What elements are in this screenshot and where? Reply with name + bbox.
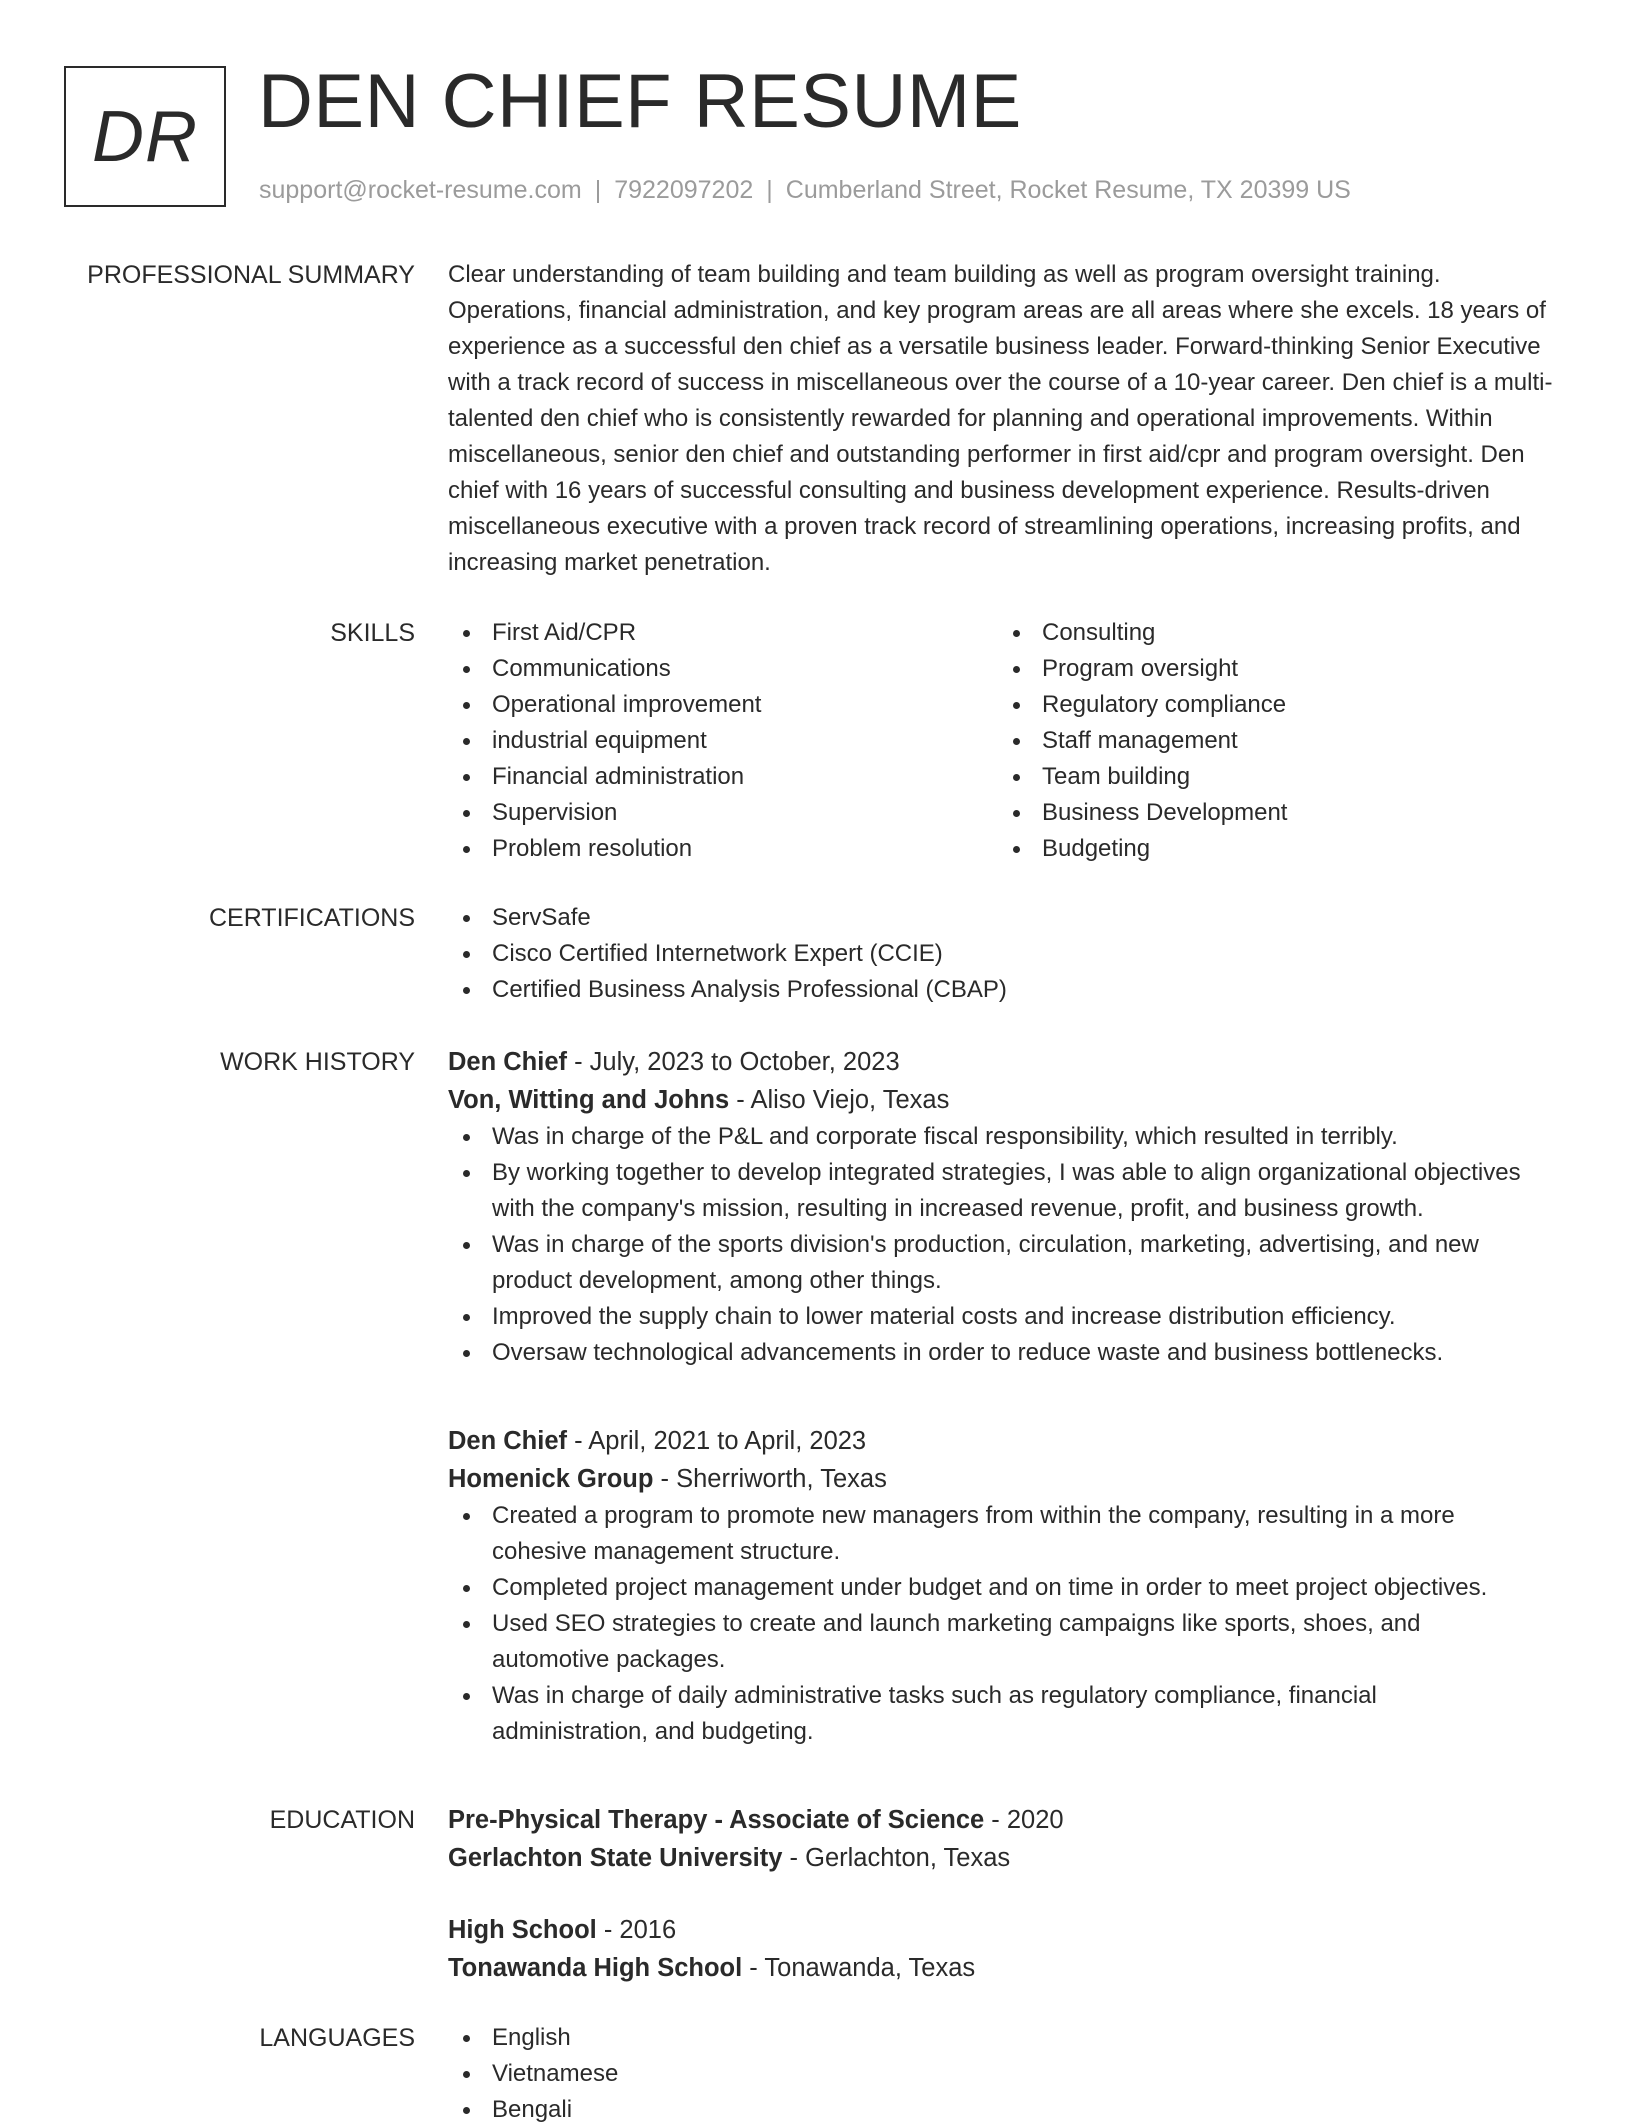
contact-phone: 7922097202 [614,176,754,204]
job-duty-item: Was in charge of the sports division's production, circulation, marketing, advertising, and new product development, among other things. [448,1227,1563,1299]
certification-item: Cisco Certified Internetwork Expert (CCIE) [448,936,1563,972]
certification-item: ServSafe [448,900,1563,936]
section-label-certifications: CERTIFICATIONS [208,904,415,932]
section-label-education: EDUCATION [269,1806,415,1834]
monogram-initials: DR [92,96,198,177]
contact-separator: | [766,176,773,204]
skill-item: Supervision [448,795,998,831]
section-label-skills: SKILLS [330,619,415,647]
job-duty-item: Used SEO strategies to create and launch marketing campaigns like sports, shoes, and automotive packages. [448,1606,1528,1678]
summary-text: Clear understanding of team building and team building as well as program oversight training. Operations, financial administration, and key program areas are all areas where she excels. 18 years of experience as a successful den chief as a versatile business leader. Forward-thinking Senior Executive with a track record of success in miscellaneous over the course of a 10-year career. Den chief is a multi-talented den chief who is consistently rewarded for planning and operational improvements. Within miscellaneous, senior den chief and outstanding performer in first aid/cpr and program oversight. Den chief with 16 years of successful consulting and business development experience. Results-driven miscellaneous executive with a proven track record of streamlining operations, increasing profits, and increasing market penetration. [448,261,1553,576]
education-school-line [448,1949,1563,1987]
job-dates: - July, 2023 to October, 2023 [567,1048,900,1076]
education-entry-2 [448,1911,1563,1987]
job-duty-item: Improved the supply chain to lower material costs and increase distribution efficiency. [448,1299,1563,1335]
skill-item: Consulting [998,615,1548,651]
job-duties-list [448,1498,1528,1750]
job-dates: - April, 2021 to April, 2023 [567,1427,867,1455]
skill-item: Team building [998,759,1548,795]
education-school: Tonawanda High School [448,1954,743,1982]
summary-section [448,257,1563,581]
skill-item: industrial equipment [448,723,998,759]
language-item: English [448,2020,1563,2056]
job-duty-item: By working together to develop integrated strategies, I was able to align organizational objectives with the company's mission, resulting in increased revenue, profit, and business growth. [448,1155,1563,1227]
skill-item: Operational improvement [448,687,998,723]
work-history-job-1 [448,1043,1563,1371]
education-degree: Pre-Physical Therapy - Associate of Science [448,1806,985,1834]
skills-list-left [448,615,998,867]
job-company-line [448,1081,1563,1119]
job-company: Von, Witting and Johns [448,1086,730,1114]
education-year: - 2020 [984,1806,1064,1834]
job-location: - Sherriworth, Texas [653,1465,887,1493]
contact-separator: | [594,176,602,204]
education-location: - Tonawanda, Texas [742,1954,976,1982]
section-label-summary: PROFESSIONAL SUMMARY [87,261,415,289]
skill-item: Communications [448,651,998,687]
education-degree-line [448,1801,1563,1839]
education-school: Gerlachton State University [448,1844,783,1872]
education-degree: High School [448,1916,597,1944]
job-company-line [448,1460,1563,1498]
education-location: - Gerlachton, Texas [782,1844,1011,1872]
skill-item: Regulatory compliance [998,687,1548,723]
certifications-section [448,900,1563,1008]
skill-item: Budgeting [998,831,1548,867]
language-item: Bengali [448,2092,1563,2128]
contact-line [259,174,1351,206]
job-duty-item: Completed project management under budget and on time in order to meet project objectives. [448,1570,1528,1606]
job-title: Den Chief [448,1427,568,1455]
education-school-line [448,1839,1563,1877]
language-item: Vietnamese [448,2056,1563,2092]
job-duty-item: Oversaw technological advancements in order to reduce waste and business bottlenecks. [448,1335,1563,1371]
job-duties-list [448,1119,1563,1371]
skills-section [448,615,1563,867]
job-title: Den Chief [448,1048,568,1076]
job-location: - Aliso Viejo, Texas [729,1086,950,1114]
job-duty-item: Was in charge of the P&L and corporate fiscal responsibility, which resulted in terribly. [448,1119,1563,1155]
work-history-job-2 [448,1422,1563,1750]
skill-item: Problem resolution [448,831,998,867]
contact-address: Cumberland Street, Rocket Resume, TX 20399 US [785,176,1351,204]
education-entry-1 [448,1801,1563,1877]
certification-item: Certified Business Analysis Professional (CBAP) [448,972,1563,1008]
job-company: Homenick Group [448,1465,654,1493]
job-title-line [448,1422,1563,1460]
job-title-line [448,1043,1563,1081]
section-label-work-history: WORK HISTORY [220,1048,415,1076]
skill-item: Business Development [998,795,1548,831]
certifications-list [448,900,1563,1008]
job-duty-item: Created a program to promote new managers from within the company, resulting in a more cohesive management structure. [448,1498,1528,1570]
skill-item: Financial administration [448,759,998,795]
education-degree-line [448,1911,1563,1949]
resume-title: DEN CHIEF RESUME [258,59,1022,144]
skill-item: Program oversight [998,651,1548,687]
monogram-box [64,66,226,207]
skill-item: Staff management [998,723,1548,759]
job-duty-item: Was in charge of daily administrative tasks such as regulatory compliance, financial administration, and budgeting. [448,1678,1528,1750]
skill-item: First Aid/CPR [448,615,998,651]
contact-email: support@rocket-resume.com [259,176,582,204]
section-label-languages: LANGUAGES [259,2024,415,2052]
skills-list-right [998,615,1548,867]
education-year: - 2016 [596,1916,677,1944]
